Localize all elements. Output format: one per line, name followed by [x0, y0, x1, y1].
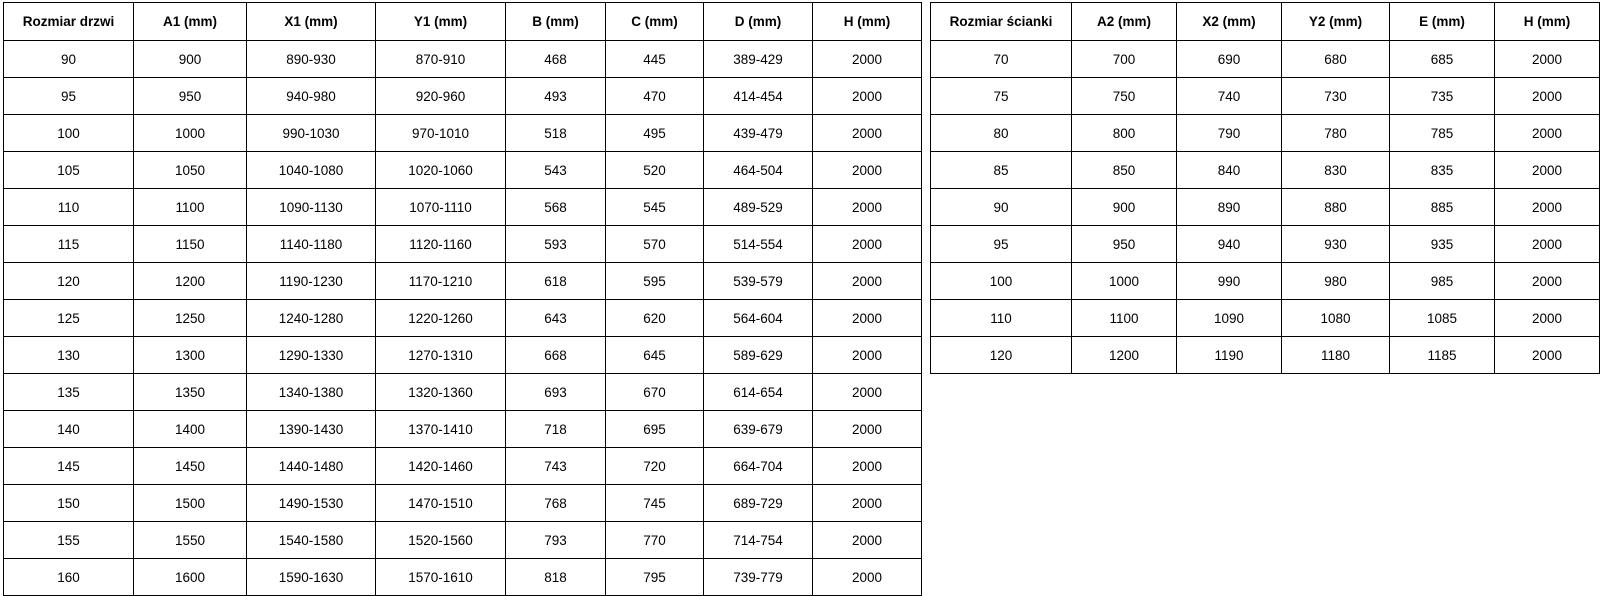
table-cell: 135 — [4, 374, 134, 411]
table-cell: 90 — [931, 189, 1072, 226]
table-cell: 160 — [4, 559, 134, 596]
table-cell: 1000 — [134, 115, 247, 152]
table-row — [4, 189, 922, 226]
table-cell: 543 — [506, 152, 606, 189]
table-cell: 1450 — [134, 448, 247, 485]
table-cell: 464-504 — [704, 152, 813, 189]
table-cell: 2000 — [1495, 115, 1600, 152]
table-cell: 840 — [1177, 152, 1282, 189]
table-cell: 100 — [931, 263, 1072, 300]
table-row — [4, 226, 922, 263]
table-cell: 2000 — [813, 448, 922, 485]
table-cell: 664-704 — [704, 448, 813, 485]
table-cell: 1100 — [134, 189, 247, 226]
table-row — [4, 559, 922, 596]
table-row — [931, 300, 1600, 337]
table-cell: 414-454 — [704, 78, 813, 115]
table-cell: 2000 — [813, 411, 922, 448]
table-cell: 793 — [506, 522, 606, 559]
table-cell: 790 — [1177, 115, 1282, 152]
table-cell: 1270-1310 — [376, 337, 506, 374]
table-row — [931, 226, 1600, 263]
table-row — [4, 78, 922, 115]
table-cell: 1440-1480 — [247, 448, 376, 485]
table-cell: 470 — [606, 78, 704, 115]
table-cell: 468 — [506, 41, 606, 78]
table-cell: 120 — [931, 337, 1072, 374]
table-header-row — [4, 3, 922, 41]
table-cell: 695 — [606, 411, 704, 448]
table-cell: 735 — [1390, 78, 1495, 115]
table-cell: 520 — [606, 152, 704, 189]
table-cell: 620 — [606, 300, 704, 337]
table-cell: 1100 — [1072, 300, 1177, 337]
table-row — [931, 115, 1600, 152]
table-cell: 2000 — [813, 78, 922, 115]
table-cell: 1470-1510 — [376, 485, 506, 522]
column-header: B (mm) — [506, 3, 606, 41]
table-cell: 689-729 — [704, 485, 813, 522]
table-cell: 750 — [1072, 78, 1177, 115]
table-cell: 1590-1630 — [247, 559, 376, 596]
column-header: E (mm) — [1390, 3, 1495, 41]
table-cell: 2000 — [1495, 226, 1600, 263]
table-row — [931, 78, 1600, 115]
table-cell: 740 — [1177, 78, 1282, 115]
table-cell: 745 — [606, 485, 704, 522]
table-cell: 680 — [1282, 41, 1390, 78]
table-cell: 2000 — [1495, 189, 1600, 226]
table-cell: 2000 — [813, 263, 922, 300]
table-cell: 1400 — [134, 411, 247, 448]
table-cell: 1290-1330 — [247, 337, 376, 374]
table-cell: 1000 — [1072, 263, 1177, 300]
table-cell: 1090 — [1177, 300, 1282, 337]
table-cell: 90 — [4, 41, 134, 78]
table-row — [4, 41, 922, 78]
table-cell: 568 — [506, 189, 606, 226]
table-cell: 1150 — [134, 226, 247, 263]
table-cell: 95 — [4, 78, 134, 115]
table-cell: 495 — [606, 115, 704, 152]
table-cell: 1090-1130 — [247, 189, 376, 226]
table-cell: 1390-1430 — [247, 411, 376, 448]
table-cell: 564-604 — [704, 300, 813, 337]
table-cell: 518 — [506, 115, 606, 152]
table-cell: 2000 — [1495, 337, 1600, 374]
table-cell: 985 — [1390, 263, 1495, 300]
table-cell: 1120-1160 — [376, 226, 506, 263]
table-cell: 2000 — [1495, 78, 1600, 115]
column-header: H (mm) — [813, 3, 922, 41]
column-header: C (mm) — [606, 3, 704, 41]
table-cell: 835 — [1390, 152, 1495, 189]
table-row — [4, 152, 922, 189]
table-cell: 1220-1260 — [376, 300, 506, 337]
table-cell: 743 — [506, 448, 606, 485]
table-cell: 1600 — [134, 559, 247, 596]
table-cell: 785 — [1390, 115, 1495, 152]
table-cell: 439-479 — [704, 115, 813, 152]
table-cell: 685 — [1390, 41, 1495, 78]
table-cell: 95 — [931, 226, 1072, 263]
table-cell: 720 — [606, 448, 704, 485]
table-cell: 714-754 — [704, 522, 813, 559]
table-cell: 115 — [4, 226, 134, 263]
walls-dimensions-table — [930, 2, 1600, 374]
table-cell: 2000 — [813, 374, 922, 411]
table-cell: 2000 — [1495, 41, 1600, 78]
table-row — [931, 189, 1600, 226]
table-row — [4, 115, 922, 152]
table-cell: 950 — [134, 78, 247, 115]
table-cell: 85 — [931, 152, 1072, 189]
table-cell: 2000 — [813, 522, 922, 559]
table-cell: 614-654 — [704, 374, 813, 411]
table-cell: 2000 — [813, 41, 922, 78]
table-cell: 900 — [134, 41, 247, 78]
table-cell: 980 — [1282, 263, 1390, 300]
table-cell: 780 — [1282, 115, 1390, 152]
table-cell: 950 — [1072, 226, 1177, 263]
table-cell: 389-429 — [704, 41, 813, 78]
table-cell: 1170-1210 — [376, 263, 506, 300]
table-cell: 120 — [4, 263, 134, 300]
table-cell: 818 — [506, 559, 606, 596]
walls-dimensions-table-container — [930, 2, 1600, 374]
table-cell: 539-579 — [704, 263, 813, 300]
table-row — [4, 263, 922, 300]
table-cell: 2000 — [813, 226, 922, 263]
column-header: Rozmiar ścianki — [931, 3, 1072, 41]
table-cell: 668 — [506, 337, 606, 374]
table-cell: 718 — [506, 411, 606, 448]
table-cell: 900 — [1072, 189, 1177, 226]
table-cell: 1520-1560 — [376, 522, 506, 559]
table-body — [4, 41, 922, 596]
table-row — [4, 485, 922, 522]
table-cell: 2000 — [1495, 263, 1600, 300]
column-header: D (mm) — [704, 3, 813, 41]
table-cell: 935 — [1390, 226, 1495, 263]
table-cell: 850 — [1072, 152, 1177, 189]
table-cell: 110 — [931, 300, 1072, 337]
table-cell: 1320-1360 — [376, 374, 506, 411]
table-cell: 545 — [606, 189, 704, 226]
table-cell: 920-960 — [376, 78, 506, 115]
table-row — [4, 337, 922, 374]
table-cell: 795 — [606, 559, 704, 596]
table-cell: 800 — [1072, 115, 1177, 152]
table-cell: 595 — [606, 263, 704, 300]
table-cell: 870-910 — [376, 41, 506, 78]
table-cell: 589-629 — [704, 337, 813, 374]
table-cell: 2000 — [813, 337, 922, 374]
table-cell: 990 — [1177, 263, 1282, 300]
table-header-row — [931, 3, 1600, 41]
table-cell: 930 — [1282, 226, 1390, 263]
table-cell: 2000 — [813, 300, 922, 337]
table-cell: 1240-1280 — [247, 300, 376, 337]
table-cell: 1085 — [1390, 300, 1495, 337]
table-cell: 1570-1610 — [376, 559, 506, 596]
table-cell: 940 — [1177, 226, 1282, 263]
table-cell: 100 — [4, 115, 134, 152]
table-cell: 2000 — [813, 115, 922, 152]
table-cell: 700 — [1072, 41, 1177, 78]
table-cell: 2000 — [813, 559, 922, 596]
table-cell: 1140-1180 — [247, 226, 376, 263]
table-row — [4, 448, 922, 485]
table-cell: 1200 — [134, 263, 247, 300]
table-cell: 830 — [1282, 152, 1390, 189]
table-cell: 70 — [931, 41, 1072, 78]
table-cell: 1370-1410 — [376, 411, 506, 448]
table-cell: 75 — [931, 78, 1072, 115]
table-cell: 514-554 — [704, 226, 813, 263]
table-cell: 1540-1580 — [247, 522, 376, 559]
table-cell: 770 — [606, 522, 704, 559]
table-cell: 670 — [606, 374, 704, 411]
table-cell: 1190-1230 — [247, 263, 376, 300]
table-row — [4, 374, 922, 411]
table-cell: 570 — [606, 226, 704, 263]
table-cell: 890-930 — [247, 41, 376, 78]
column-header: X1 (mm) — [247, 3, 376, 41]
table-cell: 110 — [4, 189, 134, 226]
table-cell: 1340-1380 — [247, 374, 376, 411]
table-cell: 80 — [931, 115, 1072, 152]
table-cell: 1190 — [1177, 337, 1282, 374]
table-cell: 1070-1110 — [376, 189, 506, 226]
table-cell: 1420-1460 — [376, 448, 506, 485]
table-cell: 739-779 — [704, 559, 813, 596]
table-cell: 1350 — [134, 374, 247, 411]
table-body — [931, 41, 1600, 374]
table-cell: 730 — [1282, 78, 1390, 115]
table-row — [931, 152, 1600, 189]
table-cell: 990-1030 — [247, 115, 376, 152]
table-cell: 1550 — [134, 522, 247, 559]
table-row — [4, 411, 922, 448]
column-header: A2 (mm) — [1072, 3, 1177, 41]
table-cell: 693 — [506, 374, 606, 411]
table-cell: 1250 — [134, 300, 247, 337]
table-cell: 880 — [1282, 189, 1390, 226]
column-header: H (mm) — [1495, 3, 1600, 41]
table-cell: 489-529 — [704, 189, 813, 226]
table-cell: 2000 — [813, 152, 922, 189]
table-cell: 618 — [506, 263, 606, 300]
table-cell: 768 — [506, 485, 606, 522]
table-cell: 1490-1530 — [247, 485, 376, 522]
table-cell: 125 — [4, 300, 134, 337]
table-cell: 690 — [1177, 41, 1282, 78]
table-cell: 639-679 — [704, 411, 813, 448]
table-cell: 1200 — [1072, 337, 1177, 374]
table-row — [931, 263, 1600, 300]
table-cell: 105 — [4, 152, 134, 189]
table-cell: 1040-1080 — [247, 152, 376, 189]
doors-dimensions-table-container — [3, 2, 922, 596]
table-cell: 2000 — [813, 485, 922, 522]
table-cell: 150 — [4, 485, 134, 522]
table-cell: 145 — [4, 448, 134, 485]
table-cell: 593 — [506, 226, 606, 263]
table-cell: 890 — [1177, 189, 1282, 226]
table-cell: 493 — [506, 78, 606, 115]
table-cell: 885 — [1390, 189, 1495, 226]
column-header: Y2 (mm) — [1282, 3, 1390, 41]
column-header: X2 (mm) — [1177, 3, 1282, 41]
table-cell: 1300 — [134, 337, 247, 374]
table-cell: 940-980 — [247, 78, 376, 115]
column-header: A1 (mm) — [134, 3, 247, 41]
table-cell: 643 — [506, 300, 606, 337]
table-row — [4, 300, 922, 337]
table-cell: 1180 — [1282, 337, 1390, 374]
table-cell: 130 — [4, 337, 134, 374]
table-cell: 2000 — [1495, 300, 1600, 337]
column-header: Y1 (mm) — [376, 3, 506, 41]
doors-dimensions-table — [3, 2, 922, 596]
table-row — [4, 522, 922, 559]
table-cell: 1050 — [134, 152, 247, 189]
table-cell: 445 — [606, 41, 704, 78]
table-cell: 1020-1060 — [376, 152, 506, 189]
table-cell: 2000 — [1495, 152, 1600, 189]
table-cell: 970-1010 — [376, 115, 506, 152]
table-row — [931, 41, 1600, 78]
table-cell: 155 — [4, 522, 134, 559]
table-cell: 2000 — [813, 189, 922, 226]
table-cell: 645 — [606, 337, 704, 374]
column-header: Rozmiar drzwi — [4, 3, 134, 41]
table-cell: 140 — [4, 411, 134, 448]
table-cell: 1080 — [1282, 300, 1390, 337]
table-cell: 1185 — [1390, 337, 1495, 374]
table-row — [931, 337, 1600, 374]
table-cell: 1500 — [134, 485, 247, 522]
